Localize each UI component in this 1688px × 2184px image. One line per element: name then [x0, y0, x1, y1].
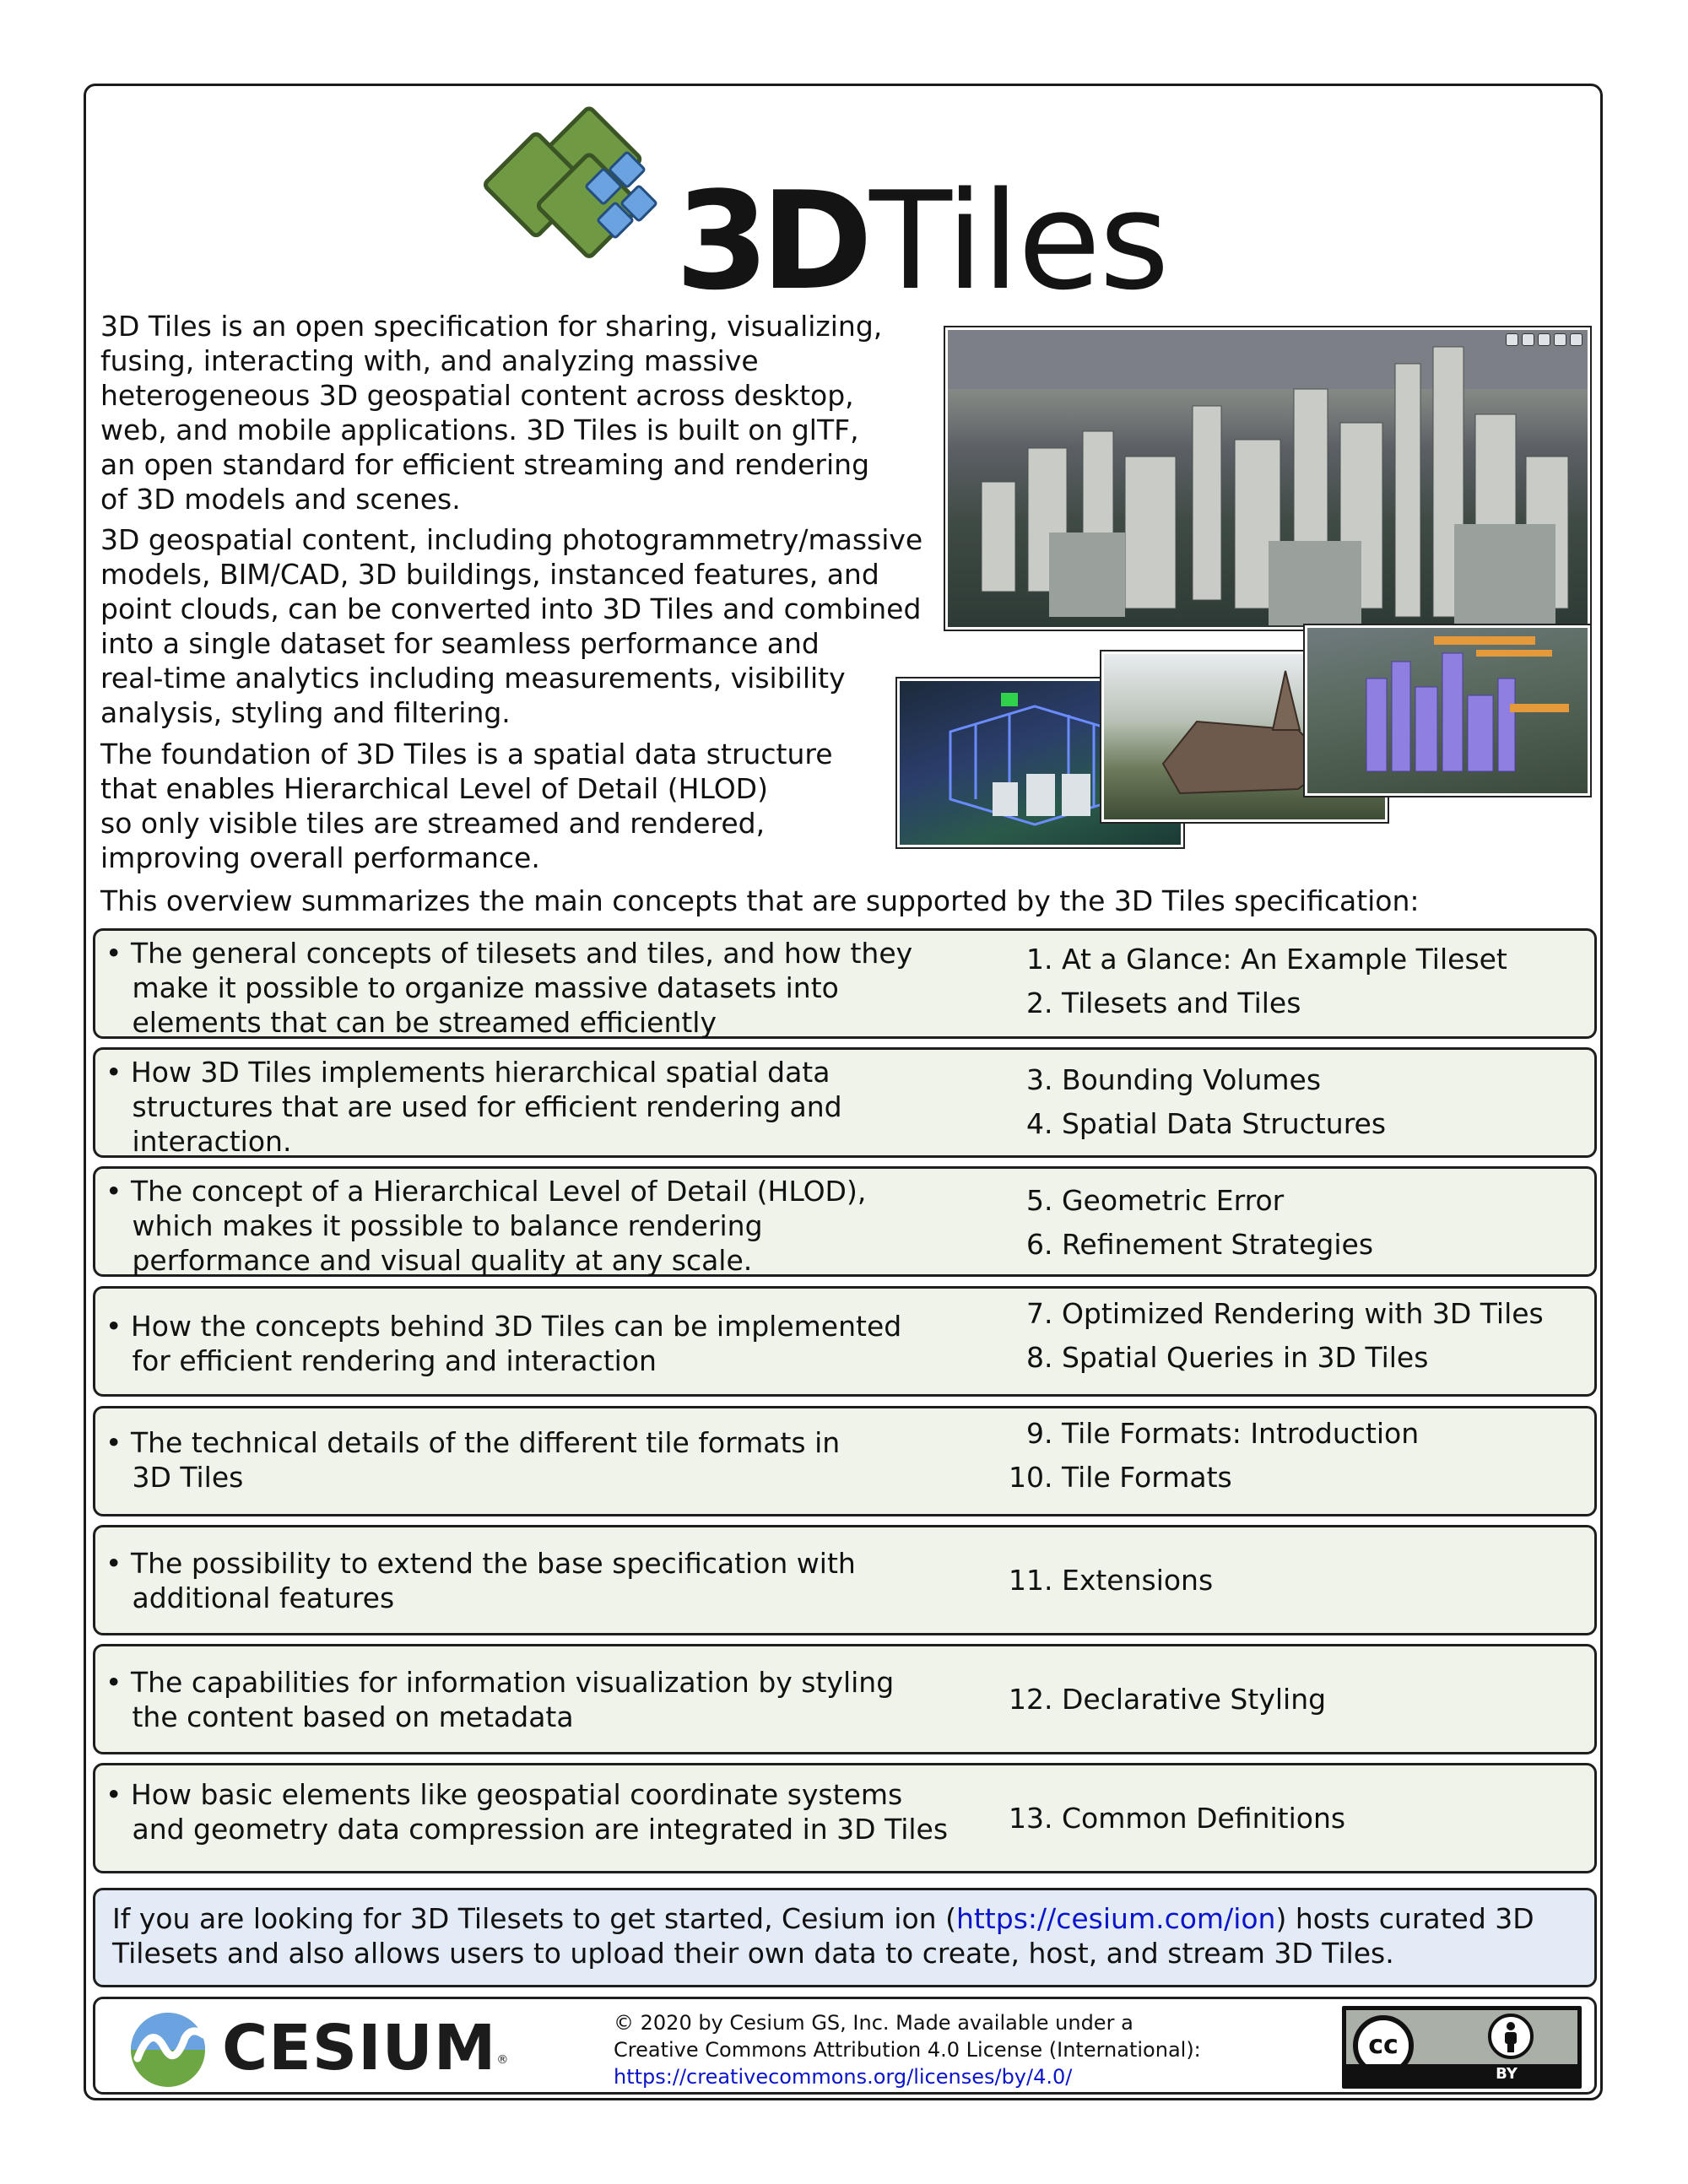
chapter-link-5[interactable]: 5. Geometric Error [1009, 1184, 1285, 1217]
intro-paragraph-2: 3D geospatial content, including photogrammetry/massive models, BIM/CAD, 3D buildings, instanced features, and point clouds, can be converted into 3D Tiles and combined into a single dataset for seamless performance and real-time analytics including measurements, visibility analysis, styling and filtering. [100, 523, 923, 729]
viewer-toolbar [1506, 333, 1582, 346]
cesium-ion-note [93, 1888, 1597, 1987]
cc-badge-strip [1346, 2064, 1577, 2084]
ion-note-text-end: ) hosts curated 3D Tilesets and also allows users to upload their own data to create, host, and stream 3D Tiles. [112, 1902, 1534, 1970]
concept-chapters [1009, 1678, 1326, 1722]
chapter-link-11[interactable]: 11. Extensions [1009, 1564, 1214, 1597]
concept-row-3 [93, 1166, 1597, 1277]
chapter-link-8[interactable]: 8. Spatial Queries in 3D Tiles [1009, 1341, 1429, 1374]
chapter-link-13[interactable]: 13. Common Definitions [1009, 1802, 1346, 1835]
concept-chapters [1009, 1179, 1373, 1267]
logo-word-3d: 3D [675, 162, 865, 320]
license-line-2: Creative Commons Attribution 4.0 License (International): [614, 2038, 1201, 2062]
instanced-buildings-screenshot [1305, 625, 1590, 796]
logo-wordmark [675, 162, 1168, 320]
purple-city-image [1307, 628, 1588, 793]
chapter-link-7[interactable]: 7. Optimized Rendering with 3D Tiles [1009, 1297, 1544, 1330]
concept-chapters [1009, 1412, 1419, 1500]
chapter-link-12[interactable]: 12. Declarative Styling [1009, 1683, 1327, 1716]
cc-by-label: BY [1496, 2065, 1518, 2083]
concept-row-1 [93, 928, 1597, 1039]
city-3d-screenshot [945, 327, 1590, 630]
registered-mark: ® [496, 2053, 510, 2067]
overview-sentence: This overview summarizes the main concepts that are supported by the 3D Tiles specification: [100, 884, 1420, 917]
concept-chapters [1009, 1058, 1386, 1146]
chapter-link-6[interactable]: 6. Refinement Strategies [1009, 1228, 1374, 1261]
concept-row-4 [93, 1286, 1597, 1397]
cesium-ion-link[interactable]: https://cesium.com/ion [955, 1902, 1276, 1935]
concept-description: • How the concepts behind 3D Tiles can be implemented for efficient rendering and interaction [106, 1310, 902, 1377]
home-icon [1522, 333, 1534, 346]
layers-icon [1554, 333, 1566, 346]
concept-description: • The capabilities for information visualization by styling the content based on metadata [106, 1666, 895, 1733]
logo-word-tiles: Tiles [869, 162, 1168, 320]
ion-note-text-start: If you are looking for 3D Tilesets to get started, Cesium ion ( [112, 1902, 956, 1935]
chapter-link-1[interactable]: 1. At a Glance: An Example Tileset [1009, 943, 1507, 976]
globe-icon [1538, 333, 1550, 346]
concept-chapters [1009, 1559, 1213, 1603]
chapter-link-3[interactable]: 3. Bounding Volumes [1009, 1063, 1322, 1096]
concept-description: • The concept of a Hierarchical Level of Detail (HLOD), which makes it possible to balance rendering performance and visual quality at any scale. [106, 1175, 867, 1277]
license-text [614, 2009, 1201, 2090]
intro-paragraph-3: The foundation of 3D Tiles is a spatial data structure that enables Hierarchical Level of Detail (HLOD) so only visible tiles are streamed and rendered, improving overall performance. [100, 738, 833, 874]
intro-paragraph-1: 3D Tiles is an open specification for sharing, visualizing, fusing, interacting with, and analyzing massive heterogeneous 3D geospatial content across desktop, web, and mobile applications. 3D Tiles is built on glTF, an open standard for efficient streaming and rendering of 3D models and scenes. [100, 310, 883, 516]
concept-chapters [1009, 1797, 1345, 1841]
concept-chapters [1009, 938, 1507, 1025]
concept-row-6 [93, 1525, 1597, 1635]
cc-icon: cc [1353, 2015, 1414, 2076]
concept-description: • How basic elements like geospatial coordinate systems and geometry data compression are integrated in 3D Tiles [106, 1778, 949, 1846]
chapter-link-4[interactable]: 4. Spatial Data Structures [1009, 1107, 1387, 1140]
search-icon [1506, 333, 1518, 346]
concept-chapters [1009, 1292, 1544, 1380]
help-icon [1570, 333, 1582, 346]
concept-row-5 [93, 1406, 1597, 1516]
chapter-link-2[interactable]: 2. Tilesets and Tiles [1009, 987, 1301, 1019]
concept-row-2 [93, 1047, 1597, 1158]
cc-by-badge[interactable] [1342, 2006, 1582, 2089]
concept-description: • The possibility to extend the base specification with additional features [106, 1547, 856, 1614]
chapter-link-9[interactable]: 9. Tile Formats: Introduction [1009, 1417, 1420, 1450]
concept-row-8 [93, 1763, 1597, 1873]
license-link[interactable]: https://creativecommons.org/licenses/by/4.0/ [614, 2065, 1073, 2089]
attribution-person-icon [1488, 2014, 1534, 2059]
license-line-1: © 2020 by Cesium GS, Inc. Made available under a [614, 2011, 1133, 2035]
concept-description: • The general concepts of tilesets and tiles, and how they make it possible to organize massive datasets into elements that can be streamed efficiently [106, 937, 913, 1039]
city-skyline-image [948, 330, 1588, 627]
concept-description: • How 3D Tiles implements hierarchical spatial data structures that are used for efficient rendering and interaction. [106, 1056, 842, 1158]
footer [93, 1997, 1597, 2095]
concept-row-7 [93, 1644, 1597, 1754]
cesium-wordmark: CESIUM® [222, 2012, 510, 2084]
chapter-link-10[interactable]: 10. Tile Formats [1009, 1461, 1232, 1494]
concept-description: • The technical details of the different tile formats in 3D Tiles [106, 1426, 841, 1494]
